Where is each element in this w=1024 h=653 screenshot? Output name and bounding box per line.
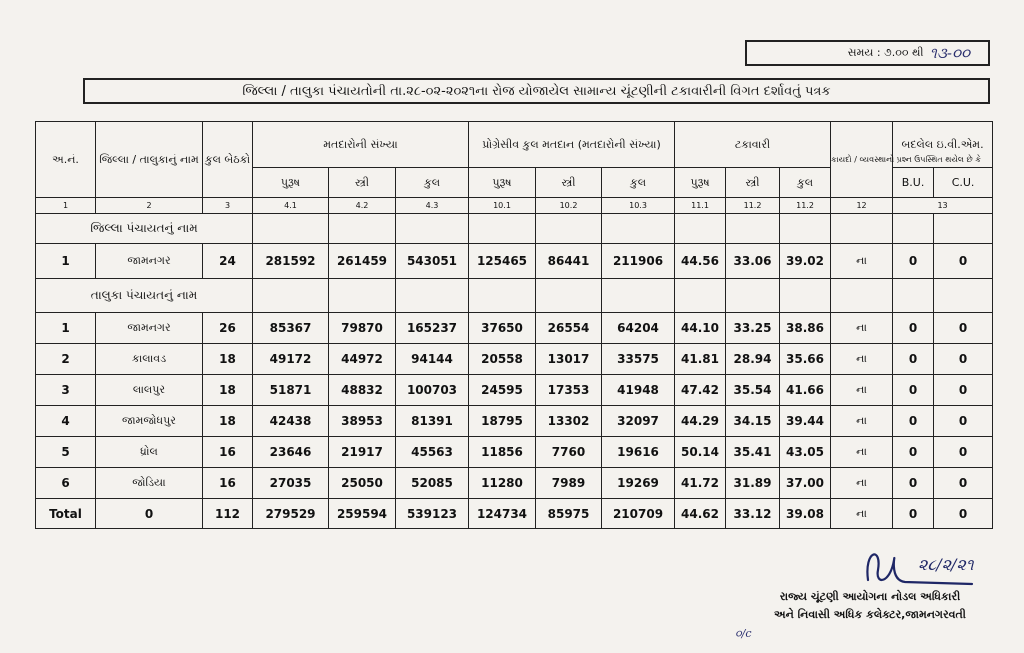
cell-name: જોડિયા xyxy=(96,468,203,499)
cell-cu: 0 xyxy=(934,499,993,529)
cell-name: કાલાવડ xyxy=(96,344,203,375)
cell-pct-female: 31.89 xyxy=(726,468,780,499)
cell-pct-female: 33.12 xyxy=(726,499,780,529)
cell-voters-male: 42438 xyxy=(253,406,329,437)
cell-prog-male: 11856 xyxy=(469,437,536,468)
cell-seats: 16 xyxy=(203,468,253,499)
cell-voters-female: 44972 xyxy=(329,344,396,375)
cell-cu: 0 xyxy=(934,406,993,437)
voters-total-header: કુલ xyxy=(396,168,469,198)
pct-male-header: પુરૂષ xyxy=(675,168,726,198)
cell-voters-total: 45563 xyxy=(396,437,469,468)
cell-prog-male: 125465 xyxy=(469,244,536,279)
cell-voters-female: 38953 xyxy=(329,406,396,437)
cell-pct-female: 35.54 xyxy=(726,375,780,406)
cell-voters-total: 543051 xyxy=(396,244,469,279)
cell-prog-total: 19269 xyxy=(602,468,675,499)
cell-sr: 1 xyxy=(36,244,96,279)
col-number: 10.2 xyxy=(536,198,602,214)
cell-legal: ના xyxy=(831,437,893,468)
cell-cu: 0 xyxy=(934,313,993,344)
cell-pct-total: 39.08 xyxy=(780,499,831,529)
cell-bu: 0 xyxy=(893,468,934,499)
cell-voters-total: 100703 xyxy=(396,375,469,406)
col-number: 12 xyxy=(831,198,893,214)
col-number: 3 xyxy=(203,198,253,214)
cell-pct-male: 44.29 xyxy=(675,406,726,437)
document-title: જિલ્લા / તાલુકા પંચાયતોની તા.૨૮-૦૨-૨૦૨૧ના રોજ યોજાયેલ સામાન્ય ચૂંટણીની ટકાવારીની વિગત દર્શાવતું પત્રક xyxy=(83,78,990,104)
cell-prog-female: 17353 xyxy=(536,375,602,406)
cell-prog-female: 13017 xyxy=(536,344,602,375)
cell-prog-female: 7989 xyxy=(536,468,602,499)
cell-bu: 0 xyxy=(893,406,934,437)
election-table xyxy=(35,121,993,529)
cell-pct-total: 41.66 xyxy=(780,375,831,406)
cell-voters-female: 79870 xyxy=(329,313,396,344)
signature-line-2: અને નિવાસી અધિક કલેક્ટર,જામનગરવતી xyxy=(774,608,966,621)
cell-pct-male: 44.56 xyxy=(675,244,726,279)
pct-total-header: કુલ xyxy=(780,168,831,198)
cell-legal: ના xyxy=(831,313,893,344)
cell-sr: 4 xyxy=(36,406,96,437)
time-handwritten: ૧૩-૦૦ xyxy=(929,44,970,62)
table-row xyxy=(36,468,993,499)
section-district-row xyxy=(36,214,993,244)
cell-cu: 0 xyxy=(934,468,993,499)
col-number: 11.2 xyxy=(726,198,780,214)
cell-voters-male: 51871 xyxy=(253,375,329,406)
cell-legal: ના xyxy=(831,375,893,406)
cell-prog-male: 24595 xyxy=(469,375,536,406)
col-evm-header: બદલેલ ઇ.વી.એમ. xyxy=(893,122,993,168)
cell-seats: 18 xyxy=(203,375,253,406)
taluka-rows xyxy=(36,313,993,499)
prog-female-header: સ્ત્રી xyxy=(536,168,602,198)
cell-bu: 0 xyxy=(893,375,934,406)
signature-mark xyxy=(860,540,980,590)
cell-prog-male: 37650 xyxy=(469,313,536,344)
cell-prog-male: 11280 xyxy=(469,468,536,499)
section-taluka-label: તાલુકા પંચાયતનું નામ xyxy=(36,279,253,313)
table-row xyxy=(36,406,993,437)
cell-voters-male: 281592 xyxy=(253,244,329,279)
cell-prog-male: 124734 xyxy=(469,499,536,529)
cell-pct-male: 47.42 xyxy=(675,375,726,406)
cell-voters-total: 52085 xyxy=(396,468,469,499)
cell-prog-total: 33575 xyxy=(602,344,675,375)
cell-seats: 112 xyxy=(203,499,253,529)
cell-voters-female: 261459 xyxy=(329,244,396,279)
cell-pct-total: 38.86 xyxy=(780,313,831,344)
cell-legal: ના xyxy=(831,468,893,499)
cell-voters-total: 81391 xyxy=(396,406,469,437)
col-sr-header: અ.નં. xyxy=(36,122,96,198)
signature-line-1: રાજ્ય ચૂંટણી આયોગના નોડલ અધિકારી xyxy=(779,590,961,603)
table-row xyxy=(36,437,993,468)
section-taluka-row xyxy=(36,279,993,313)
cell-seats: 16 xyxy=(203,437,253,468)
col-number: 4.1 xyxy=(253,198,329,214)
cell-prog-female: 86441 xyxy=(536,244,602,279)
cell-bu: 0 xyxy=(893,344,934,375)
col-percentage-header: ટકાવારી xyxy=(675,122,831,168)
cell-pct-total: 37.00 xyxy=(780,468,831,499)
cell-pct-total: 39.02 xyxy=(780,244,831,279)
bu-header: B.U. xyxy=(893,168,934,198)
cell-pct-female: 35.41 xyxy=(726,437,780,468)
cell-prog-total: 211906 xyxy=(602,244,675,279)
col-number: 1 xyxy=(36,198,96,214)
cell-prog-female: 26554 xyxy=(536,313,602,344)
cell-voters-total: 539123 xyxy=(396,499,469,529)
cell-voters-male: 49172 xyxy=(253,344,329,375)
cell-voters-male: 279529 xyxy=(253,499,329,529)
cell-cu: 0 xyxy=(934,344,993,375)
cell-voters-male: 85367 xyxy=(253,313,329,344)
voters-male-header: પુરૂષ xyxy=(253,168,329,198)
cell-pct-male: 44.10 xyxy=(675,313,726,344)
col-progressive-header: પ્રોગ્રેસીવ કુલ મતદાન (મતદારોની સંખ્યા) xyxy=(469,122,675,168)
cell-voters-female: 25050 xyxy=(329,468,396,499)
cell-prog-total: 32097 xyxy=(602,406,675,437)
table-row xyxy=(36,344,993,375)
cell-sr: 6 xyxy=(36,468,96,499)
pct-female-header: સ્ત્રી xyxy=(726,168,780,198)
time-label: સમય : ૭.૦૦ થી xyxy=(847,46,924,59)
cell-pct-male: 41.72 xyxy=(675,468,726,499)
cell-name: જામજોધપુર xyxy=(96,406,203,437)
col-number: 11.2 xyxy=(780,198,831,214)
cell-name: 0 xyxy=(96,499,203,529)
cell-name: જામનગર xyxy=(96,313,203,344)
cell-legal: ના xyxy=(831,406,893,437)
cell-cu: 0 xyxy=(934,375,993,406)
prog-male-header: પુરૂષ xyxy=(469,168,536,198)
cell-sr: 2 xyxy=(36,344,96,375)
cell-voters-female: 259594 xyxy=(329,499,396,529)
column-number-row xyxy=(36,198,993,214)
cell-pct-female: 34.15 xyxy=(726,406,780,437)
cell-bu: 0 xyxy=(893,499,934,529)
col-number: 4.3 xyxy=(396,198,469,214)
cell-name: લાલપુર xyxy=(96,375,203,406)
cell-pct-male: 41.81 xyxy=(675,344,726,375)
col-number: 2 xyxy=(96,198,203,214)
col-voters-header: મતદારોની સંખ્યા xyxy=(253,122,469,168)
cell-seats: 18 xyxy=(203,344,253,375)
cell-cu: 0 xyxy=(934,244,993,279)
cell-pct-male: 50.14 xyxy=(675,437,726,468)
time-box xyxy=(745,40,990,66)
col-number: 10.1 xyxy=(469,198,536,214)
cell-sr: 1 xyxy=(36,313,96,344)
cell-voters-male: 27035 xyxy=(253,468,329,499)
cell-bu: 0 xyxy=(893,313,934,344)
table-row xyxy=(36,244,993,279)
cell-prog-female: 7760 xyxy=(536,437,602,468)
col-seats-header: કુલ બેઠકો xyxy=(203,122,253,198)
cell-prog-female: 85975 xyxy=(536,499,602,529)
voters-female-header: સ્ત્રી xyxy=(329,168,396,198)
cell-legal: ના xyxy=(831,344,893,375)
cell-legal: ના xyxy=(831,499,893,529)
signature-block xyxy=(740,588,1000,624)
cell-prog-female: 13302 xyxy=(536,406,602,437)
cell-prog-total: 210709 xyxy=(602,499,675,529)
cell-legal: ના xyxy=(831,244,893,279)
handwritten-note: ૦/c xyxy=(735,627,752,640)
col-number: 13 xyxy=(893,198,993,214)
cu-header: C.U. xyxy=(934,168,993,198)
signature-date: ૨૮/૨/૨૧ xyxy=(918,555,974,574)
cell-name: ધ્રોલ xyxy=(96,437,203,468)
cell-bu: 0 xyxy=(893,244,934,279)
cell-voters-total: 94144 xyxy=(396,344,469,375)
cell-sr: Total xyxy=(36,499,96,529)
cell-prog-male: 20558 xyxy=(469,344,536,375)
table-row xyxy=(36,375,993,406)
col-number: 4.2 xyxy=(329,198,396,214)
cell-sr: 5 xyxy=(36,437,96,468)
cell-pct-total: 43.05 xyxy=(780,437,831,468)
cell-name: જામનગર xyxy=(96,244,203,279)
col-legal-header: કાયદો / વ્યવસ્થાનો પ્રશ્ન ઉપસ્થિત થયેલ છે કે xyxy=(831,122,893,198)
cell-pct-total: 39.44 xyxy=(780,406,831,437)
col-name-header: જિલ્લા / તાલુકાનું નામ xyxy=(96,122,203,198)
cell-prog-total: 41948 xyxy=(602,375,675,406)
cell-voters-female: 48832 xyxy=(329,375,396,406)
header-row-1 xyxy=(36,122,993,168)
cell-prog-male: 18795 xyxy=(469,406,536,437)
cell-sr: 3 xyxy=(36,375,96,406)
prog-total-header: કુલ xyxy=(602,168,675,198)
cell-bu: 0 xyxy=(893,437,934,468)
col-number: 10.3 xyxy=(602,198,675,214)
cell-seats: 26 xyxy=(203,313,253,344)
cell-pct-female: 33.25 xyxy=(726,313,780,344)
cell-pct-total: 35.66 xyxy=(780,344,831,375)
cell-voters-female: 21917 xyxy=(329,437,396,468)
cell-pct-female: 33.06 xyxy=(726,244,780,279)
cell-seats: 24 xyxy=(203,244,253,279)
cell-voters-total: 165237 xyxy=(396,313,469,344)
cell-prog-total: 19616 xyxy=(602,437,675,468)
col-number: 11.1 xyxy=(675,198,726,214)
cell-pct-male: 44.62 xyxy=(675,499,726,529)
cell-cu: 0 xyxy=(934,437,993,468)
total-row xyxy=(36,499,993,529)
cell-voters-male: 23646 xyxy=(253,437,329,468)
cell-prog-total: 64204 xyxy=(602,313,675,344)
cell-pct-female: 28.94 xyxy=(726,344,780,375)
cell-seats: 18 xyxy=(203,406,253,437)
section-district-label: જિલ્લા પંચાયતનું નામ xyxy=(36,214,253,244)
table-row xyxy=(36,313,993,344)
